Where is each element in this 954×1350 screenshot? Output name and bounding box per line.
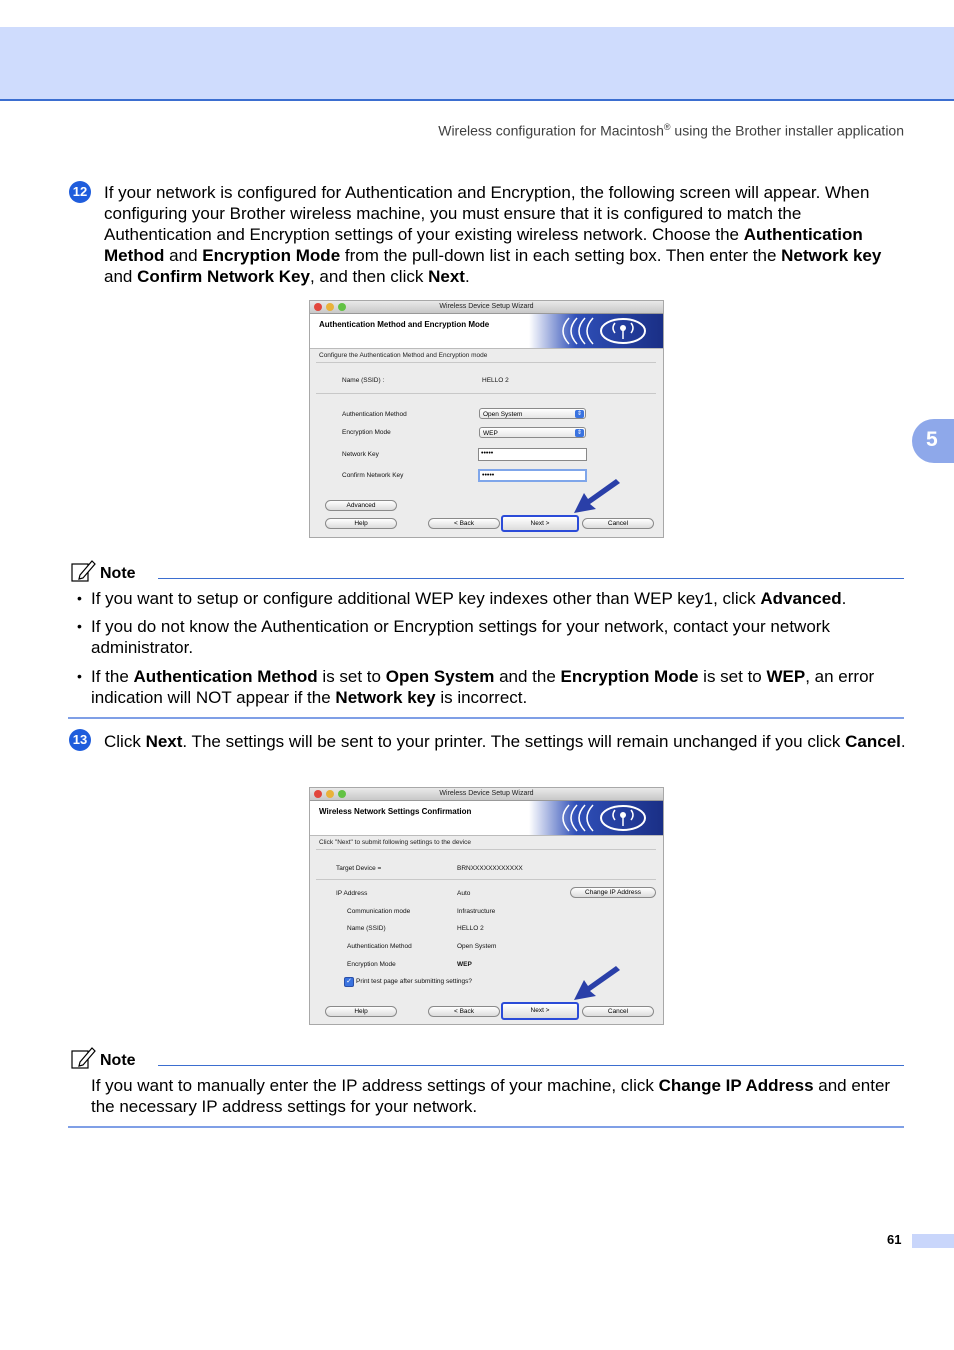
ssid-value: HELLO 2 <box>457 925 484 932</box>
note-label: Note <box>100 1052 136 1069</box>
divider <box>316 362 656 363</box>
page-tab <box>912 1234 954 1248</box>
confirmation-dialog-screenshot <box>309 787 664 1025</box>
dialog-heading: Authentication Method and Encryption Mode <box>319 320 490 329</box>
header-title: Wireless configuration for Macintosh® using the Brother installer application <box>438 122 904 139</box>
back-button[interactable]: < Back <box>428 518 500 529</box>
note-rule <box>158 578 904 579</box>
ssid-value: HELLO 2 <box>482 377 509 384</box>
next-button[interactable]: Next > <box>501 1002 579 1020</box>
chapter-tab[interactable] <box>912 419 954 463</box>
encryption-mode-label: Encryption Mode <box>342 429 391 436</box>
auth-method-select[interactable]: Open System ⇕ <box>479 408 586 419</box>
note-pencil-icon <box>70 1046 96 1070</box>
confirm-key-input[interactable]: ••••• <box>478 469 587 482</box>
note-rule <box>158 1065 904 1066</box>
cancel-button[interactable]: Cancel <box>582 1006 654 1017</box>
note-label: Note <box>100 565 136 582</box>
title-bar <box>310 301 663 314</box>
advanced-button[interactable]: Advanced <box>325 500 397 511</box>
auth-method-label: Authentication Method <box>342 411 407 418</box>
dialog-heading: Wireless Network Settings Confirmation <box>319 807 472 816</box>
step-13-badge: 13 <box>69 729 91 751</box>
dialog-subtitle: Configure the Authentication Method and Encryption mode <box>319 352 488 359</box>
step-12-text: If your network is configured for Authentication and Encryption, the following screen will appear. When configuring your Brother wireless machine, you must ensure that it is configured to match the Authentication and Encryption settings of your existing wireless network. Choose the Authentication Method and Encryption Mode from the pull-down list in each setting box. Then enter the Network key and Confirm Network Key, and then click Next. <box>104 183 882 286</box>
pointer-arrow-icon <box>572 479 622 515</box>
step-12-badge: 12 <box>69 181 91 203</box>
communication-mode-value: Infrastructure <box>457 908 496 915</box>
note-2-text: If you want to manually enter the IP address settings of your machine, click Change IP Address and enter the necessary IP address settings for your network. <box>91 1076 891 1116</box>
network-key-label: Network Key <box>342 451 379 458</box>
chapter-number: 5 <box>926 428 938 451</box>
encryption-mode-label: Encryption Mode <box>347 961 396 968</box>
communication-mode-label: Communication mode <box>347 908 411 915</box>
print-test-checkbox[interactable]: ✓ <box>344 977 354 987</box>
encryption-mode-value: WEP <box>457 961 472 968</box>
change-ip-address-button[interactable]: Change IP Address <box>570 887 656 898</box>
auth-method-value: Open System <box>457 943 497 950</box>
note-end-rule <box>68 717 904 719</box>
note-bullet-1: • If you want to setup or configure additional WEP key indexes other than WEP key1, click Advanced. <box>77 589 847 608</box>
help-button[interactable]: Help <box>325 1006 397 1017</box>
wireless-logo-icon <box>529 314 663 348</box>
cancel-button[interactable]: Cancel <box>582 518 654 529</box>
window-title: Wireless Device Setup Wizard <box>439 303 534 310</box>
ip-address-label: IP Address <box>336 890 368 897</box>
note-pencil-icon <box>70 559 96 583</box>
back-button[interactable]: < Back <box>428 1006 500 1017</box>
dialog-subtitle: Click "Next" to submit following settings to the device <box>319 839 472 846</box>
window-title: Wireless Device Setup Wizard <box>439 790 534 797</box>
note-end-rule <box>68 1126 904 1128</box>
divider <box>316 849 656 850</box>
header-band <box>0 27 954 101</box>
chevron-updown-icon: ⇕ <box>576 430 583 436</box>
help-button[interactable]: Help <box>325 518 397 529</box>
encryption-mode-select[interactable]: WEP ⇕ <box>479 427 586 438</box>
print-test-label: Print test page after submitting settings? <box>356 978 472 985</box>
dialog-banner <box>310 801 663 836</box>
divider <box>316 393 656 394</box>
network-key-input[interactable]: ••••• <box>478 448 587 461</box>
note-bullet-2: • If you do not know the Authentication or Encryption settings for your network, contact your network administrator. <box>77 617 830 657</box>
pointer-arrow-icon <box>572 966 622 1002</box>
step-13-text: Click Next. The settings will be sent to your printer. The settings will remain unchanged if you click Cancel. <box>104 732 906 751</box>
target-device-label: Target Device = <box>336 865 382 872</box>
chevron-updown-icon: ⇕ <box>576 411 583 417</box>
confirm-key-label: Confirm Network Key <box>342 472 404 479</box>
ip-address-value: Auto <box>457 890 471 897</box>
note-bullet-3: • If the Authentication Method is set to Open System and the Encryption Mode is set to WEP, an error indication will NOT appear if the Network key is incorrect. <box>77 667 875 707</box>
title-bar <box>310 788 663 801</box>
dialog-banner <box>310 314 663 349</box>
page-number: 61 <box>887 1232 902 1247</box>
next-button[interactable]: Next > <box>501 515 579 532</box>
ssid-label: Name (SSID) : <box>342 377 385 384</box>
ssid-label: Name (SSID) <box>347 925 386 932</box>
auth-method-label: Authentication Method <box>347 943 412 950</box>
auth-dialog-screenshot <box>309 300 664 538</box>
divider <box>316 879 656 880</box>
wireless-logo-icon <box>529 801 663 835</box>
target-device-value: BRNXXXXXXXXXXXX <box>457 865 523 872</box>
